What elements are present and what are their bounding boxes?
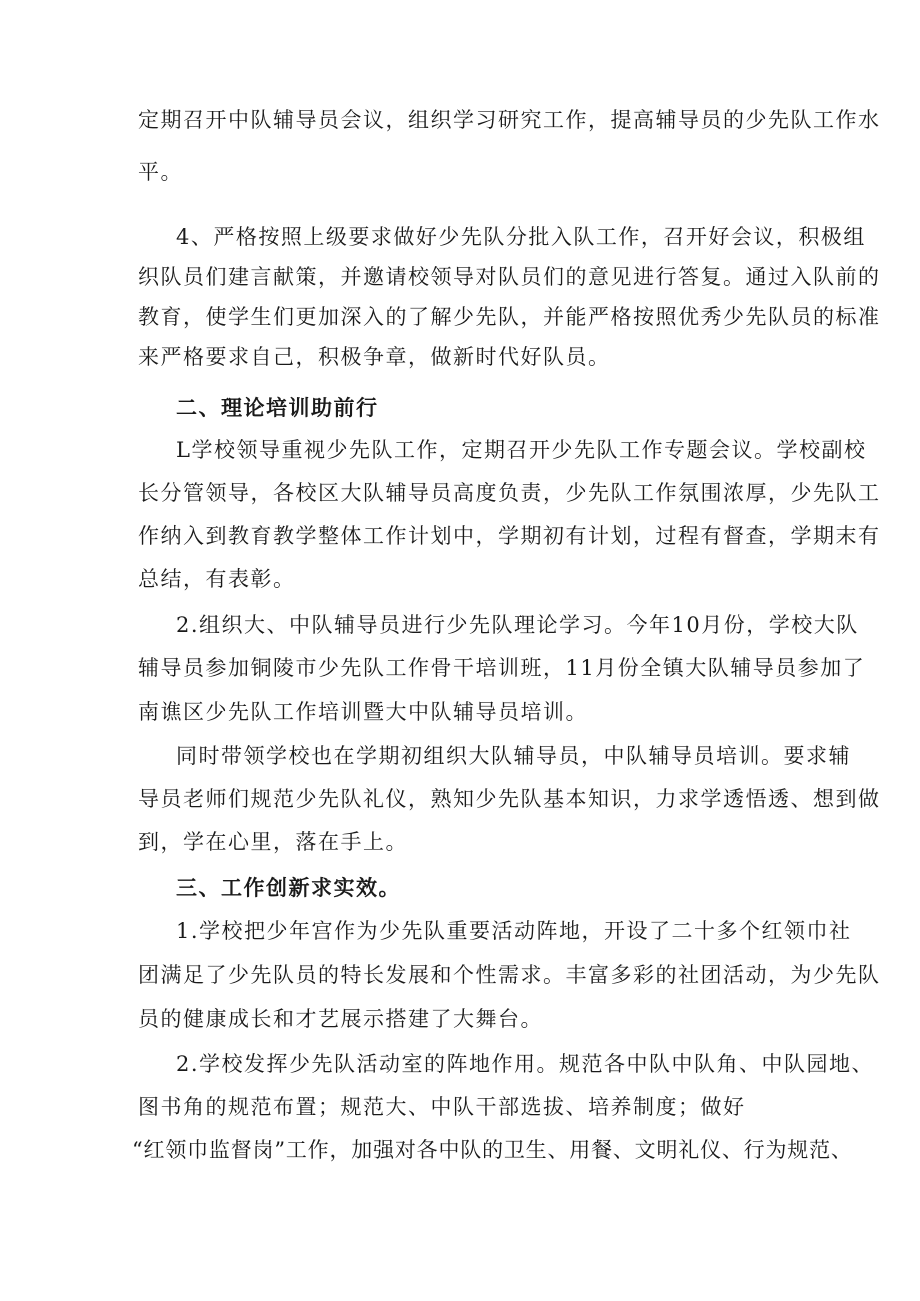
paragraph-line: 2.组织大、中队辅导员进行少先队理论学习。今年10月份，学校大队 [176, 613, 859, 637]
paragraph-line: 教育，使学生们更加深入的了解少先队，并能严格按照优秀少先队员的标准 [138, 305, 881, 329]
paragraph-line: 平。 [138, 160, 183, 184]
section-heading: 二、理论培训助前行 [176, 396, 379, 420]
paragraph-line: 团满足了少先队员的特长发展和个性需求。丰富多彩的社团活动，为少先队 [138, 963, 881, 987]
paragraph-line: “红领巾监督岗”工作，加强对各中队的卫生、用餐、文明礼仪、行为规范、 [132, 1138, 853, 1162]
paragraph-line: 1.学校把少年宫作为少先队重要活动阵地，开设了二十多个红领巾社 [176, 919, 852, 943]
paragraph-line: 图书角的规范布置；规范大、中队干部选拔、培养制度；做好 [138, 1095, 746, 1119]
paragraph-line: 织队员们建言献策，并邀请校领导对队员们的意见进行答复。通过入队前的 [138, 265, 881, 289]
paragraph-line: 到，学在心里，落在手上。 [138, 830, 408, 854]
paragraph-line: 南谯区少先队工作培训暨大中队辅导员培训。 [138, 700, 588, 724]
paragraph-line: 2.学校发挥少先队活动室的阵地作用。规范各中队中队角、中队园地、 [176, 1052, 875, 1076]
paragraph-line: 辅导员参加铜陵市少先队工作骨干培训班，11月份全镇大队辅导员参加了 [138, 656, 866, 680]
paragraph-line: 4、严格按照上级要求做好少先队分批入队工作，召开好会议，积极组 [176, 225, 866, 249]
paragraph-line: 导员老师们规范少先队礼仪，熟知少先队基本知识，力求学透悟透、想到做 [138, 787, 881, 811]
paragraph-line: 定期召开中队辅导员会议，组织学习研究工作，提高辅导员的少先队工作水 [138, 108, 881, 132]
paragraph-line: 总结，有表彰。 [138, 567, 296, 591]
paragraph-line: 长分管领导，各校区大队辅导员高度负责，少先队工作氛围浓厚，少先队工 [138, 481, 881, 505]
section-heading: 三、工作创新求实效。 [176, 876, 401, 900]
paragraph-line: 作纳入到教育教学整体工作计划中，学期初有计划，过程有督查，学期末有 [138, 524, 881, 548]
paragraph-line: L学校领导重视少先队工作，定期召开少先队工作专题会议。学校副校 [176, 438, 867, 462]
paragraph-line: 员的健康成长和才艺展示搭建了大舞台。 [138, 1007, 543, 1031]
paragraph-line: 来严格要求自己，积极争章，做新时代好队员。 [138, 345, 611, 369]
paragraph-line: 同时带领学校也在学期初组织大队辅导员，中队辅导员培训。要求辅 [176, 744, 851, 768]
